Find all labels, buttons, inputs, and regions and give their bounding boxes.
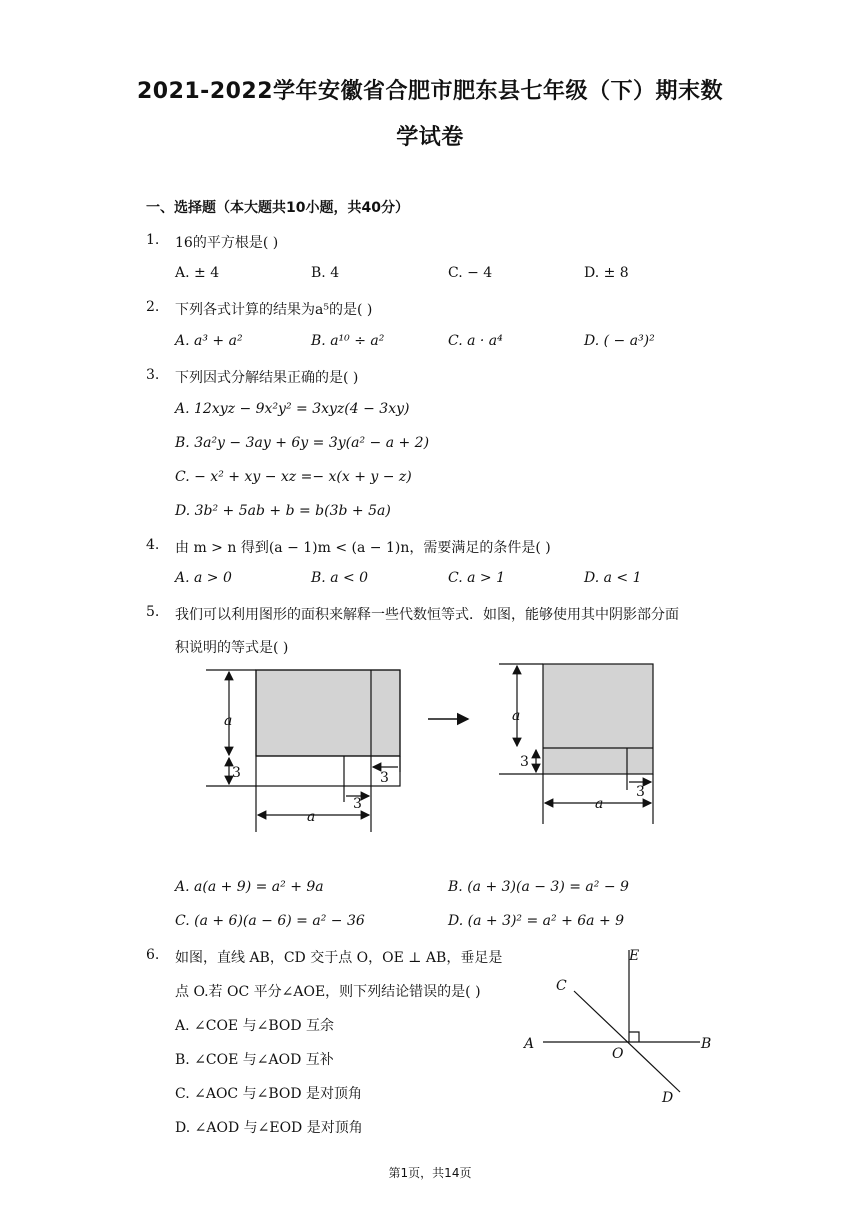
label-C: C: [556, 978, 567, 994]
question-stem: 16的平方根是( ): [175, 235, 279, 251]
option-b: B. (a + 3)(a − 3) = a² − 9: [448, 879, 629, 895]
option-d: D. 3b² + 5ab + b = b(3b + 5a): [175, 503, 391, 519]
label-D: D: [662, 1090, 674, 1106]
option-d: D. ( − a³)²: [584, 333, 655, 349]
right-label-3-bottom: 3: [636, 784, 645, 800]
question-stem-line1: 我们可以利用图形的面积来解释一些代数恒等式．如图，能够使用其中阴影部分面: [175, 607, 679, 623]
right-figure: [499, 664, 653, 824]
left-label-a-vertical: a: [224, 713, 233, 729]
option-b: B. a¹⁰ ÷ a²: [311, 333, 385, 349]
right-label-a-vertical: a: [512, 708, 521, 724]
left-label-3-vertical: 3: [232, 765, 241, 781]
option-b: B. 3a²y − 3ay + 6y = 3y(a² − a + 2): [175, 435, 430, 451]
option-c: C. (a + 6)(a − 6) = a² − 36: [175, 913, 365, 929]
option-c: C. − 4: [448, 265, 493, 281]
question-number: 6.: [146, 947, 160, 963]
label-O: O: [612, 1046, 624, 1062]
document-title-line2: 学试卷: [396, 125, 464, 150]
label-B: B: [701, 1036, 712, 1052]
right-label-3-vertical: 3: [520, 754, 529, 770]
option-d: D. a < 1: [584, 570, 642, 586]
option-d: D. (a + 3)² = a² + 6a + 9: [448, 913, 625, 929]
angle-figure: [510, 940, 730, 1110]
option-d: D. ∠AOD 与∠EOD 是对顶角: [175, 1120, 363, 1136]
question-stem-line2: 积说明的等式是( ): [175, 640, 289, 656]
question-number: 1.: [146, 232, 160, 248]
left-label-3-bottom: 3: [353, 796, 362, 812]
option-c: C. a · a⁴: [448, 333, 503, 349]
option-a: A. 12xyz − 9x²y² = 3xyz(4 − 3xy): [175, 401, 410, 417]
option-b: B. 4: [311, 265, 340, 281]
question-stem: 由 m > n 得到(a − 1)m < (a − 1)n，需要满足的条件是( ): [175, 540, 551, 556]
question-stem-line2: 点 O.若 OC 平分∠AOE，则下列结论错误的是( ): [175, 984, 481, 1000]
document-title-line1: 2021-2022学年安徽省合肥市肥东县七年级（下）期末数: [136, 79, 724, 104]
option-c: C. − x² + xy − xz =− x(x + y − z): [175, 469, 412, 485]
section-heading: 一、选择题（本大题共10小题，共40分）: [146, 200, 409, 216]
right-label-a-horizontal: a: [595, 796, 604, 812]
option-c: C. a > 1: [448, 570, 505, 586]
question-number: 2.: [146, 299, 160, 315]
left-figure: [206, 670, 468, 832]
option-d: D. ± 8: [584, 265, 629, 281]
option-a: A. a(a + 9) = a² + 9a: [175, 879, 324, 895]
question-number: 3.: [146, 367, 160, 383]
question-stem: 下列因式分解结果正确的是( ): [175, 370, 359, 386]
left-label-3-right: 3: [380, 770, 389, 786]
option-a: A. ∠COE 与∠BOD 互余: [175, 1018, 335, 1034]
option-b: B. a < 0: [311, 570, 369, 586]
left-label-a-horizontal: a: [307, 809, 316, 825]
option-b: B. ∠COE 与∠AOD 互补: [175, 1052, 334, 1068]
question-number: 4.: [146, 537, 160, 553]
option-c: C. ∠AOC 与∠BOD 是对顶角: [175, 1086, 363, 1102]
question-stem-line1: 如图，直线 AB，CD 交于点 O，OE ⊥ AB，垂足是: [175, 950, 503, 966]
label-A: A: [524, 1036, 535, 1052]
question-stem: 下列各式计算的结果为a⁵的是( ): [175, 302, 373, 318]
label-E: E: [629, 948, 640, 964]
question-number: 5.: [146, 604, 160, 620]
option-a: A. a³ + a²: [175, 333, 243, 349]
option-a: A. ± 4: [175, 265, 220, 281]
option-a: A. a > 0: [175, 570, 232, 586]
page-footer: 第1页，共14页: [388, 1166, 472, 1180]
